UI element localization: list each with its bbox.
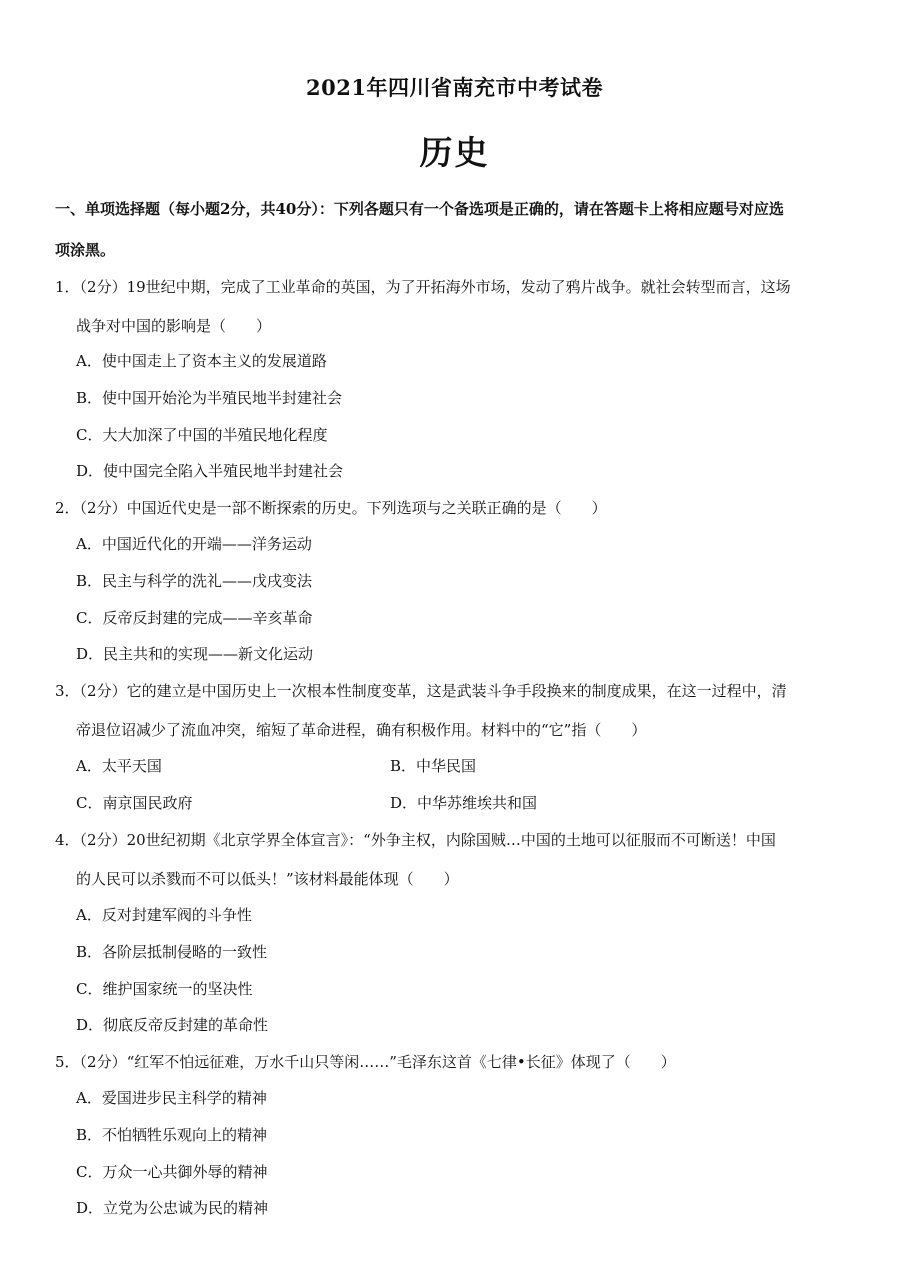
question-2-stem-line1: 2．（2分）中国近代史是一部不断探索的历史。下列选项与之关联正确的是（ ） bbox=[55, 499, 607, 517]
question-1-option-c: C．大大加深了中国的半殖民地化程度 bbox=[76, 426, 328, 444]
question-4-option-b: B．各阶层抵制侵略的一致性 bbox=[76, 943, 268, 961]
question-2-option-d: D．民主共和的实现——新文化运动 bbox=[76, 645, 314, 663]
question-2-option-b: B．民主与科学的洗礼——戊戌变法 bbox=[76, 572, 313, 590]
question-4-option-c: C．维护国家统一的坚决性 bbox=[76, 980, 253, 998]
exam-title: 2021年四川省南充市中考试卷 bbox=[306, 75, 603, 100]
question-2-option-c: C．反帝反封建的完成——辛亥革命 bbox=[76, 609, 313, 627]
question-5-option-b: B．不怕牺牲乐观向上的精神 bbox=[76, 1126, 268, 1144]
question-2-option-a: A．中国近代化的开端——洋务运动 bbox=[76, 535, 312, 553]
question-3-stem-line1: 3．（2分）它的建立是中国历史上一次根本性制度变革，这是武装斗争手段换来的制度成果，在这一过程中，清 bbox=[55, 682, 787, 700]
question-4-option-d: D．彻底反帝反封建的革命性 bbox=[76, 1016, 269, 1034]
question-4-stem-line1: 4．（2分）20世纪初期《北京学界全体宣言》：“外争主权，内除国贼…中国的土地可以征服而不可断送！中国 bbox=[55, 831, 776, 849]
question-1-option-d: D．使中国完全陷入半殖民地半封建社会 bbox=[76, 462, 344, 480]
question-5-option-c: C．万众一心共御外辱的精神 bbox=[76, 1163, 268, 1181]
question-5-stem-line1: 5．（2分）“红军不怕远征难，万水千山只等闲……”毛泽东这首《七律•长征》体现了（ ） bbox=[55, 1053, 676, 1071]
question-1-stem-line1: 1．（2分）19世纪中期，完成了工业革命的英国，为了开拓海外市场，发动了鸦片战争。就社会转型而言，这场 bbox=[55, 278, 791, 296]
question-3-option-b: B．中华民国 bbox=[390, 757, 477, 775]
section-heading-line1: 一、单项选择题（每小题2分，共40分）：下列各题只有一个备选项是正确的，请在答题卡上将相应题号对应选 bbox=[55, 200, 784, 218]
question-3-option-c: C．南京国民政府 bbox=[76, 794, 193, 812]
subject-title: 历史 bbox=[419, 133, 490, 172]
section-heading-line2: 项涂黑。 bbox=[55, 241, 116, 259]
question-3-stem-line2: 帝退位诏减少了流血冲突，缩短了革命进程，确有积极作用。材料中的“它”指（ ） bbox=[76, 721, 647, 739]
question-4-option-a: A．反对封建军阀的斗争性 bbox=[76, 906, 252, 924]
question-4-stem-line2: 的人民可以杀戮而不可以低头！”该材料最能体现（ ） bbox=[76, 870, 459, 888]
question-1-option-a: A．使中国走上了资本主义的发展道路 bbox=[76, 352, 327, 370]
question-5-option-d: D．立党为公忠诚为民的精神 bbox=[76, 1199, 269, 1217]
question-3-option-d: D．中华苏维埃共和国 bbox=[390, 794, 538, 812]
question-1-option-b: B．使中国开始沦为半殖民地半封建社会 bbox=[76, 389, 343, 407]
question-5-option-a: A．爱国进步民主科学的精神 bbox=[76, 1089, 267, 1107]
question-3-option-a: A．太平天国 bbox=[76, 757, 162, 775]
question-1-stem-line2: 战争对中国的影响是（ ） bbox=[76, 317, 272, 335]
